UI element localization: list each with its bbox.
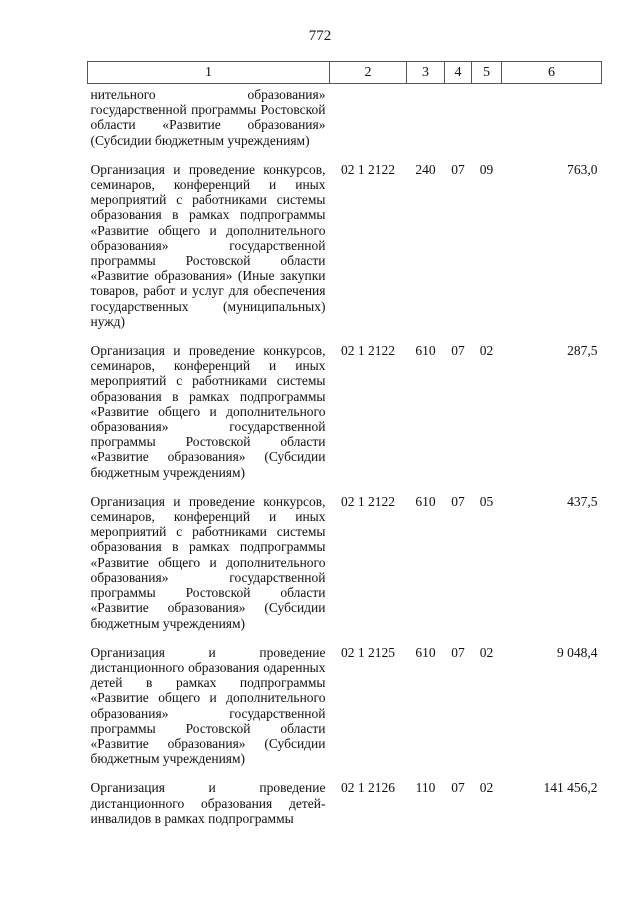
row-subsection: 05 <box>479 493 494 509</box>
row-amount: 763,0 <box>567 161 598 177</box>
row-section: 07 <box>451 161 465 177</box>
row-description: Организация и проведение дистанционного образования детей-инвалидов в рамках подпрограммы <box>90 780 326 826</box>
row-subsection: 02 <box>479 644 494 660</box>
header-col-5: 5 <box>472 62 502 84</box>
row-target-code: 02 1 2126 <box>341 780 395 796</box>
header-col-4: 4 <box>445 62 472 84</box>
header-col-2: 2 <box>330 62 407 84</box>
row-amount: 287,5 <box>567 343 598 359</box>
table-row <box>88 329 602 480</box>
row-amount: 9 048,4 <box>557 644 598 660</box>
row-section: 07 <box>451 644 465 660</box>
header-col-6: 6 <box>502 62 602 84</box>
table-row <box>88 148 602 329</box>
row-subsection: 09 <box>479 161 494 177</box>
row-expense-type <box>407 84 445 148</box>
row-section: 07 <box>451 343 465 359</box>
row-target-code: 02 1 2122 <box>341 161 395 177</box>
row-expense-type: 610 <box>415 644 436 660</box>
row-target-code: 02 1 2125 <box>341 644 395 660</box>
row-subsection: 02 <box>479 780 494 796</box>
row-section: 07 <box>451 780 465 796</box>
row-subsection <box>472 84 502 148</box>
row-amount: 437,5 <box>567 493 598 509</box>
row-target-code <box>330 84 407 148</box>
table-header <box>88 62 602 84</box>
header-col-3: 3 <box>407 62 445 84</box>
row-expense-type: 610 <box>415 493 436 509</box>
page-number: 772 <box>308 28 332 44</box>
header-col-1: 1 <box>88 62 330 84</box>
row-description: Организация и проведение конкурсов, семинаров, конференций и иных мероприятий с работниками системы образования в рамках подпрограммы «Развитие общего и дополнительного образования» государственной программы Ростовской области «Развитие образования» (Иные закупки товаров, работ и услуг для обеспечения государственных (муниципальных) нужд) <box>90 161 326 329</box>
row-section: 07 <box>451 493 465 509</box>
table-row <box>88 480 602 631</box>
row-expense-type: 110 <box>415 780 436 796</box>
budget-table <box>87 61 602 826</box>
row-target-code: 02 1 2122 <box>341 343 395 359</box>
row-description: Организация и проведение конкурсов, семинаров, конференций и иных мероприятий с работниками системы образования в рамках подпрограммы «Развитие общего и дополнительного образования» государственной программы Ростовской области «Развитие образования» (Субсидии бюджетным учреждениям) <box>90 343 326 480</box>
row-description: нительного образования» государственной программы Ростовской области «Развитие образования» (Субсидии бюджетным учреждениям) <box>90 87 326 148</box>
row-description: Организация и проведение конкурсов, семинаров, конференций и иных мероприятий с работниками системы образования в рамках подпрограммы «Развитие общего и дополнительного образования» государственной программы Ростовской области «Развитие образования» (Субсидии бюджетным учреждениям) <box>90 493 326 631</box>
row-expense-type: 240 <box>415 161 436 177</box>
row-description: Организация и проведение дистанционного образования одаренных детей в рамках подпрограммы «Развитие общего и дополнительного образования» государственной программы Ростовской области «Развитие образования» (Субсидии бюджетным учреждениям) <box>90 644 326 767</box>
row-expense-type: 610 <box>415 343 436 359</box>
header-row <box>88 62 602 84</box>
row-amount: 141 456,2 <box>543 780 598 796</box>
table-row <box>88 766 602 826</box>
row-amount <box>502 84 602 148</box>
table-body <box>88 84 602 826</box>
row-target-code: 02 1 2122 <box>341 493 395 509</box>
row-section <box>445 84 472 148</box>
table-row <box>88 84 602 148</box>
table-row <box>88 631 602 767</box>
row-subsection: 02 <box>479 343 494 359</box>
